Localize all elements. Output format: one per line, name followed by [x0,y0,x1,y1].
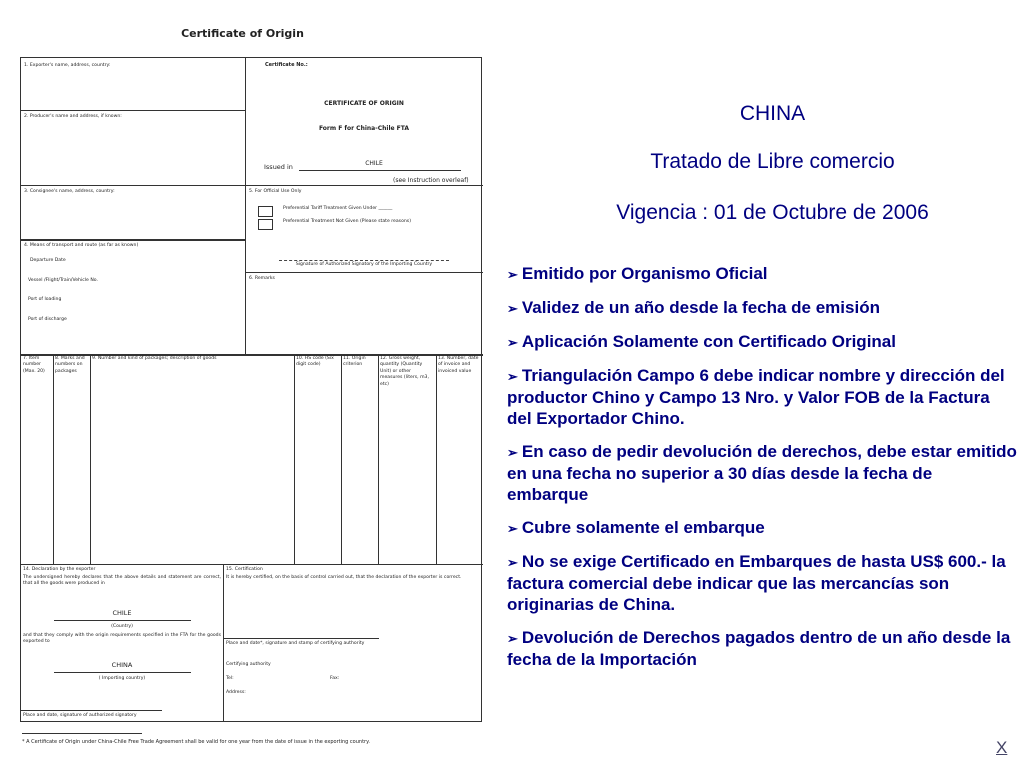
bullet-list [507,263,1017,682]
box15-authority: Certifying authority [226,662,271,667]
box15-label: 15. Certification [226,567,263,572]
box4-port-discharge: Port of discharge [28,317,67,322]
bullet-text: Cubre solamente el embarque [521,518,765,537]
list-item [507,441,1017,505]
col-invoice: 13. Number, date of invoice and invoiced value [438,356,479,374]
divider [53,354,54,564]
arrow-bullet-icon: ➢ [507,301,518,316]
country-line [54,620,191,621]
box3-label: 3. Consignee's name, address, country: [24,189,115,194]
box15-fax: Fax: [330,676,340,681]
list-item [507,627,1017,670]
footnote: * A Certificate of Origin under China-Chile Free Trade Agreement shall be valid for one year from the date of issue in the exporting country. [22,739,370,745]
cert-heading: CERTIFICATE OF ORIGIN [324,100,404,107]
cert-subheading: Form F for China-Chile FTA [318,125,410,132]
arrow-bullet-icon: ➢ [507,335,518,350]
box4-departure-date: Departure Date [30,258,66,263]
arrow-bullet-icon: ➢ [507,267,518,282]
box4-vessel: Vessel /Flight/Train/Vehicle No. [28,278,98,283]
list-item [507,297,1017,319]
close-link[interactable]: X [996,738,1008,757]
preferential-given-label: Preferential Tariff Treatment Given Under ______ [283,206,393,211]
bullet-text: Devolución de Derechos pagados dentro de un año desde la fecha de la Importación [507,628,1011,669]
divider [21,564,483,565]
list-item [507,551,1017,615]
arrow-bullet-icon: ➢ [507,555,518,570]
col-hs-code: 10. HS code (Six digit code) [296,356,334,368]
signature-line [21,710,162,711]
signature-line [279,260,449,261]
col-marks: 8. Marks and numbers on packages [55,356,85,374]
box15-text: It is hereby certified, on the basis of control carried out, that the declaration of the exporter is correct. [226,575,462,580]
box15-address: Address: [226,690,246,695]
box14-importing-caption: ( Importing country) [98,676,146,681]
box14-text1: The undersigned hereby declares that the above details and statement are correct, that all the goods were produced in [23,575,221,587]
list-item [507,263,1017,285]
divider [223,564,224,722]
slide-subtitle: Tratado de Libre comercio [650,150,895,173]
box14-signature: Place and date, signature of authorized signatory [23,713,137,718]
divider [21,110,245,111]
list-item [507,517,1017,539]
box14-country: CHILE [112,609,132,617]
divider [21,185,483,186]
arrow-bullet-icon: ➢ [507,521,518,536]
box14-importing: CHINA [111,661,133,669]
box14-text2: and that they comply with the origin requirements specified in the FTA for the goods exported to [23,633,221,645]
arrow-bullet-icon: ➢ [507,445,518,460]
certificate-form [20,57,482,722]
col-description: 9. Number and kind of packages; description of goods [92,356,217,361]
divider [436,354,437,564]
certify-line [223,638,379,639]
issued-in-label: Issued in [264,163,293,171]
slide-validity: Vigencia : 01 de Octubre de 2006 [616,201,929,224]
col-item-number: 7. Item number (Max. 20) [23,356,45,374]
bullet-text: Validez de un año desde la fecha de emisión [521,298,880,317]
arrow-bullet-icon: ➢ [507,631,518,646]
bullet-text: Emitido por Organismo Oficial [521,264,768,283]
form-title: Certificate of Origin [181,27,304,40]
list-item [507,331,1017,353]
cert-no-label: Certificate No.: [265,62,308,68]
instruction-note: (see Instruction overleaf) [393,177,469,184]
divider [245,272,483,273]
box15-signature: Place and date*, signature and stamp of certifying authority [226,641,365,646]
issued-in-line [299,170,461,171]
box4-label: 4. Means of transport and route (as far as known) [24,243,139,248]
box14-country-caption: (Country) [111,624,133,629]
bullet-text: No se exige Certificado en Embarques de hasta US$ 600.- la factura comercial debe indicar que las mercancías son originarias de China. [507,552,1006,614]
importing-line [54,672,191,673]
slide-title: CHINA [739,102,806,125]
box14-label: 14. Declaration by the exporter [23,567,96,572]
footnote-rule [22,733,142,734]
list-item [507,365,1017,429]
bullet-text: Triangulación Campo 6 debe indicar nombre y dirección del productor Chino y Campo 13 Nro. y Valor FOB de la Factura del Exportador Chino. [507,366,1005,428]
divider [90,354,91,564]
box15-tel: Tel: [226,676,234,681]
box5-label: 5. For Official Use Only [249,189,302,194]
issued-in-value: CHILE [365,160,383,167]
box1-label: 1. Exporter's name, address, country: [24,63,111,68]
box2-label: 2. Producer's name and address, if known: [24,114,122,119]
divider [341,354,342,564]
divider [378,354,379,564]
preferential-given-checkbox[interactable] [258,206,273,217]
box4-port-loading: Port of loading [28,297,62,302]
preferential-not-given-label: Preferential Treatment Not Given (Please state reasons) [283,219,411,224]
col-origin-criterion: 11. Origin criterion [343,356,366,368]
bullet-text: En caso de pedir devolución de derechos, debe estar emitido en una fecha no superior a 30 días desde la fecha de embarque [507,442,1017,504]
divider [294,354,295,564]
arrow-bullet-icon: ➢ [507,369,518,384]
divider [21,239,245,241]
col-gross-weight: 12. Gross weight, quantity (Quantity Unit) or other measures (liters, m3, etc) [380,356,429,387]
box5-signature: Signature of Authorized Signatory of the Importing Country [295,262,433,267]
box6-label: 6. Remarks [249,276,275,281]
preferential-not-given-checkbox[interactable] [258,219,273,230]
bullet-text: Aplicación Solamente con Certificado Original [521,332,896,351]
